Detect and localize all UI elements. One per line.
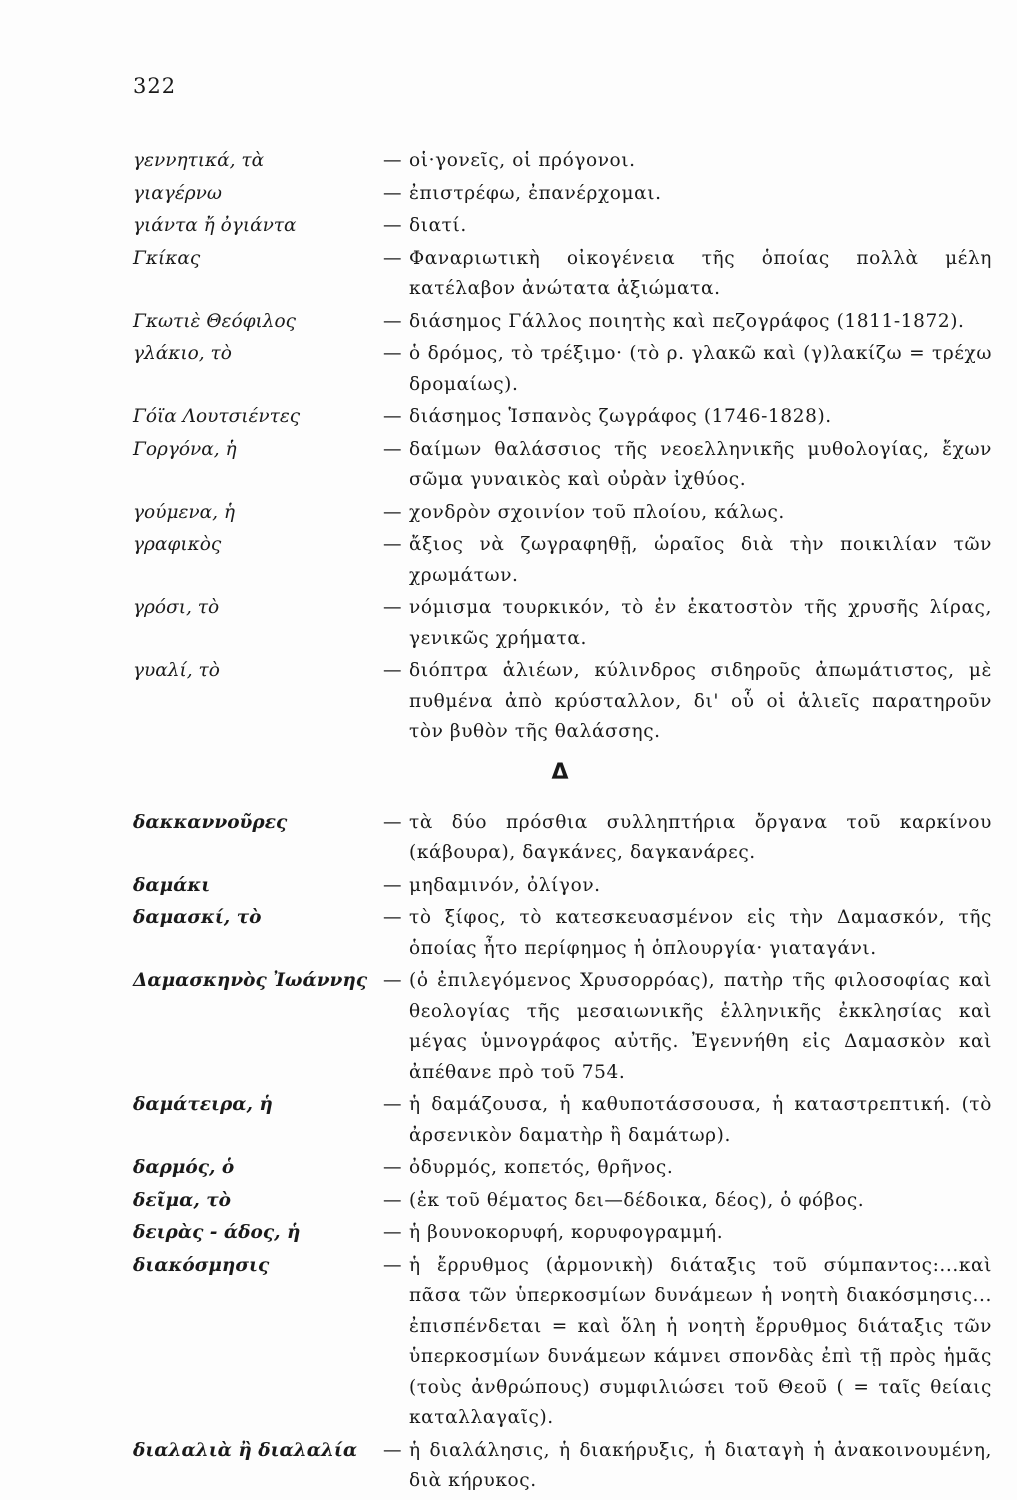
entry-definition: διάσημος Γάλλος ποιητὴς καὶ πεζογράφος (1811-1872). [409,310,965,332]
glossary-entry [0,1186,1017,1217]
glossary-entry [0,179,1017,210]
glossary-entry [0,307,1017,338]
entry-term: γλάκιο, τὸ [133,343,232,364]
entry-dash: — [383,534,402,555]
glossary-entry [0,593,1017,654]
glossary-entry [0,211,1017,242]
entry-definition: νόμισμα τουρκικόν, τὸ ἐν ἑκατοστὸν τῆς χρυσῆς λίρας, γενικῶς χρήματα. [409,597,992,649]
glossary-entry [0,871,1017,902]
entry-dash: — [383,597,402,618]
entry-dash: — [383,1439,402,1461]
entry-definition: μηδαμινόν, ὀλίγον. [409,874,601,896]
entry-dash: — [383,310,402,332]
entry-term: γραφικὸς [133,534,222,555]
entry-definition: οἱ·γονεῖς, οἱ πρόγονοι. [409,150,636,171]
glossary-entry [0,1436,1017,1497]
entry-term: γρόσι, τὸ [133,597,220,618]
entry-definition: δαίμων θαλάσσιος τῆς νεοελληνικῆς μυθολογίας, ἔχων σῶμα γυναικὸς καὶ οὐρὰν ἰχθύος. [409,438,992,490]
entry-term: Γόϊα Λουτσιέντες [133,406,301,427]
entry-dash: — [383,215,402,236]
glossary-entry [0,1218,1017,1249]
entry-definition: ἡ δαμάζουσα, ἡ καθυποτάσσουσα, ἡ καταστρεπτική. (τὸ ἀρσενικὸν δαματὴρ ἢ δαμάτωρ). [409,1094,992,1146]
entry-term: διακόσμησις [133,1254,270,1276]
glossary-entry [0,903,1017,964]
entry-definition: Φαναριωτικὴ οἰκογένεια τῆς ὁποίας πολλὰ μέλη κατέλαβον ἀνώτατα ἀξιώματα. [409,247,992,299]
entry-definition: διόπτρα ἁλιέων, κύλινδρος σιδηροῦς ἀπωμάτιστος, μὲ πυθμένα ἀπὸ κρύσταλλον, δι' οὗ οἱ ἁλιεῖς παρατηροῦν τὸν βυθὸν τῆς θαλάσσης. [409,660,992,742]
page-number: 322 [133,74,177,98]
entry-dash: — [383,811,402,833]
glossary-entry [0,808,1017,869]
glossary-entry [0,530,1017,591]
entry-dash: — [383,438,402,460]
entry-term: γεννητικά, τὰ [133,150,265,171]
gamma-entries [0,146,1017,748]
entry-definition: ἐπιστρέφω, ἐπανέρχομαι. [409,182,662,204]
glossary-entry [0,435,1017,496]
glossary-entry [0,402,1017,433]
entry-term: Γκίκας [133,247,201,269]
entry-dash: — [383,1254,402,1276]
entry-definition: ὁ δρόμος, τὸ τρέξιμο· (τὸ ρ. γλακῶ καὶ (γ)λακίζω = τρέχω δρομαίως). [409,343,992,395]
entry-term: Γκωτιὲ Θεόφιλος [133,310,297,332]
glossary-entry [0,1090,1017,1151]
entry-definition: ἡ διαλάλησις, ἡ διακήρυξις, ἡ διαταγὴ ἡ ἀνακοινουμένη, διὰ κήρυκος. [409,1439,992,1491]
entry-definition: ὀδυρμός, κοπετός, θρῆνος. [409,1157,674,1178]
entry-definition: ἡ ἔρρυθμος (ἁρμονικὴ) διάταξις τοῦ σύμπαντος:...καὶ πᾶσα τῶν ὑπερκοσμίων δυνάμεων ἡ νοητὴ διακόσμησις... ἐπισπένδεται = καὶ ὅλη ἡ νοητὴ ἔρρυθμος διάταξις τῶν ὑπερκοσμίων δυνάμεων κάμνει σπονδὰς ἐπὶ τῇ πρὸς ἡμᾶς (τοὺς ἀνθρώπους) συμφιλιώσει τοῦ Θεοῦ ( = ταῖς θείαις καταλλαγαῖς). [409,1254,992,1428]
entry-definition: χονδρὸν σχοινίον τοῦ πλοίου, κάλως. [409,501,785,523]
entry-term: Δαμασκηνὸς Ἰωάννης [133,970,368,991]
entry-term: δαρμός, ὁ [133,1157,235,1178]
glossary-entry [0,498,1017,529]
entry-definition: διατί. [409,215,467,236]
entry-term: γιάντα ἤ ὀγιάντα [133,215,297,236]
entry-dash: — [383,150,402,171]
entry-dash: — [383,874,402,896]
entry-term: διαλαλιὰ ἢ διαλαλία [133,1439,358,1461]
entry-dash: — [383,1094,402,1115]
entry-dash: — [383,406,402,427]
entry-dash: — [383,970,402,991]
entry-definition: ἡ βουνοκορυφή, κορυφογραμμή. [409,1222,724,1243]
glossary-entry [0,146,1017,177]
entry-definition: (ὁ ἐπιλεγόμενος Χρυσορρόας), πατὴρ τῆς φιλοσοφίας καὶ θεολογίας τῆς μεσαιωνικῆς ἑλληνικῆς ἐκκλησίας καὶ μέγας ὑμνογράφος αὐτῆς. Ἐγεννήθη εἰς Δαμασκὸν καὶ ἀπέθανε πρὸ τοῦ 754. [409,970,992,1083]
glossary-entries [0,146,1017,1499]
entry-term: γούμενα, ἡ [133,501,235,523]
glossary-entry [0,1251,1017,1434]
section-heading-delta: Δ [551,759,569,785]
entry-dash: — [383,660,402,681]
entry-dash: — [383,501,402,523]
delta-entries [0,808,1017,1497]
entry-dash: — [383,1222,402,1243]
entry-term: δαμασκί, τὸ [133,907,262,928]
entry-term: δειρὰς - άδος, ἡ [133,1222,301,1243]
entry-term: δακκαννοῦρες [133,811,288,833]
entry-definition: τὸ ξίφος, τὸ κατεσκευασμένον εἰς τὴν Δαμασκόν, τῆς ὁποίας ἦτο περίφημος ἡ ὁπλουργία· γιαταγάνι. [409,907,992,959]
entry-definition: τὰ δύο πρόσθια συλληπτήρια ὄργανα τοῦ καρκίνου (κάβουρα), δαγκάνες, δαγκανάρες. [409,811,992,863]
entry-term: γυαλί, τὸ [133,660,220,681]
entry-dash: — [383,247,402,269]
glossary-entry [0,966,1017,1088]
entry-dash: — [383,182,402,204]
entry-definition: διάσημος Ἱσπανὸς ζωγράφος (1746-1828). [409,406,832,427]
glossary-entry [0,244,1017,305]
entry-definition: ἄξιος νὰ ζωγραφηθῇ, ὡραῖος διὰ τὴν ποικιλίαν τῶν χρωμάτων. [409,534,992,586]
entry-term: Γοργόνα, ἡ [133,438,237,460]
entry-dash: — [383,1157,402,1178]
entry-dash: — [383,343,402,364]
glossary-entry [0,1153,1017,1184]
entry-term: δεῖμα, τὸ [133,1189,231,1211]
glossary-entry [0,339,1017,400]
glossary-entry [0,656,1017,748]
entry-dash: — [383,1189,402,1211]
entry-term: γιαγέρνω [133,182,222,204]
entry-term: δαμάκι [133,874,211,896]
entry-term: δαμάτειρα, ἡ [133,1094,273,1115]
entry-dash: — [383,907,402,928]
entry-definition: (ἐκ τοῦ θέματος δει—δέδοικα, δέος), ὁ φόβος. [409,1189,865,1211]
